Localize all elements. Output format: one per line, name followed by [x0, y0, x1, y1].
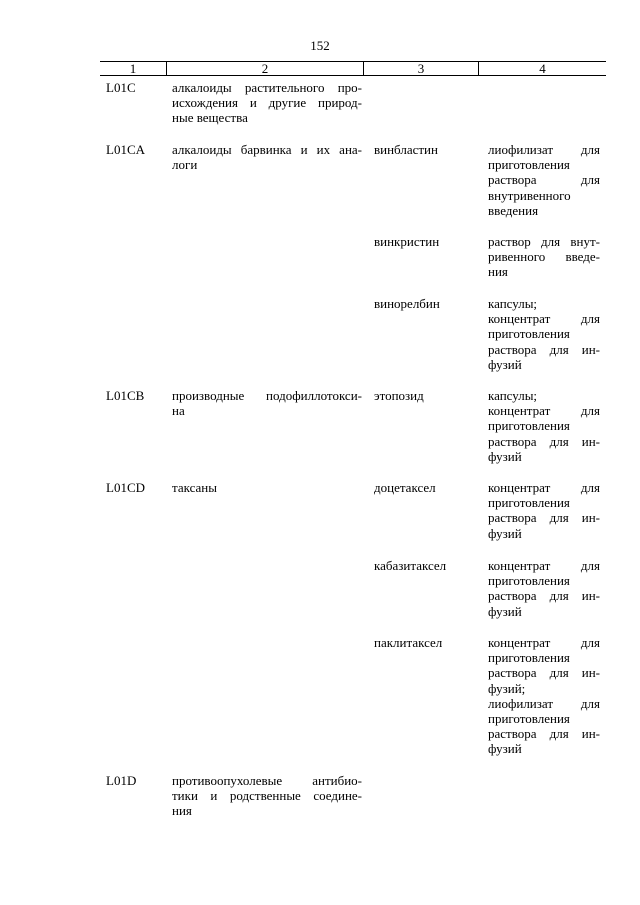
dosage-form-line: лиофилизат для — [488, 695, 600, 711]
drug-name: винорелбин — [374, 296, 440, 311]
dosage-form-line: концентрат для — [488, 635, 600, 650]
atc-group-name-line: ния — [172, 803, 192, 819]
dosage-form-line: приготовления — [488, 326, 570, 342]
atc-code: L01CA — [106, 142, 145, 157]
atc-group-name — [172, 480, 362, 495]
dosage-form-line: раствора для ин- — [488, 665, 600, 681]
atc-group-name — [172, 80, 362, 126]
dosage-form-line: ривенного введе- — [488, 249, 600, 265]
atc-group-name — [172, 388, 362, 418]
dosage-form — [488, 388, 600, 464]
dosage-form-line: раствора для ин- — [488, 341, 600, 357]
dosage-form-line: лиофилизат для — [488, 142, 600, 157]
dosage-form-line: раствора для — [488, 172, 600, 188]
atc-code: L01CB — [106, 388, 145, 403]
drug-name: винкристин — [374, 234, 440, 249]
column-header-1: 1 — [100, 62, 167, 76]
dosage-form-line: фузий; — [488, 680, 526, 696]
atc-group-name-line: алкалоиды растительного про- — [172, 80, 362, 95]
column-header-2: 2 — [167, 62, 364, 76]
dosage-form-line: внутривенного — [488, 187, 571, 203]
dosage-form — [488, 635, 600, 757]
atc-group-name-line: ные вещества — [172, 110, 248, 126]
atc-group-name-line: исхождения и другие природ- — [172, 95, 362, 111]
column-header-row — [100, 61, 606, 76]
atc-group-name-line: логи — [172, 157, 198, 173]
dosage-form-line: раствора для ин- — [488, 726, 600, 742]
dosage-form — [488, 558, 600, 619]
column-header-3: 3 — [364, 62, 479, 76]
atc-group-name-line: производные подофиллотокси- — [172, 388, 362, 403]
dosage-form-line: фузий — [488, 603, 522, 619]
dosage-form-line: капсулы; — [488, 388, 538, 403]
dosage-form-line: концентрат для — [488, 480, 600, 495]
dosage-form-line: раствора для ин- — [488, 588, 600, 604]
atc-group-name-line: алкалоиды барвинка и их ана- — [172, 142, 362, 157]
dosage-form-line: введения — [488, 202, 539, 218]
drug-name: винбластин — [374, 142, 438, 157]
dosage-form-line: раствора для ин- — [488, 433, 600, 449]
dosage-form-line: фузий — [488, 525, 522, 541]
dosage-form — [488, 296, 600, 372]
drug-name: доцетаксел — [374, 480, 436, 495]
atc-group-name-line: противоопухолевые антибио- — [172, 773, 362, 788]
atc-code: L01D — [106, 773, 137, 788]
dosage-form-line: ния — [488, 264, 508, 280]
dosage-form-line: приготовления — [488, 418, 570, 434]
dosage-form — [488, 142, 600, 218]
dosage-form-line: фузий — [488, 448, 522, 464]
drug-name: этопозид — [374, 388, 424, 403]
dosage-form-line: раствора для ин- — [488, 510, 600, 526]
atc-code: L01CD — [106, 480, 145, 495]
dosage-form-line: концентрат для — [488, 403, 600, 419]
dosage-form-line: раствор для внут- — [488, 234, 600, 249]
dosage-form-line: концентрат для — [488, 558, 600, 573]
dosage-form-line: фузий — [488, 356, 522, 372]
dosage-form-line: концентрат для — [488, 311, 600, 327]
dosage-form — [488, 480, 600, 541]
atc-group-name — [172, 142, 362, 172]
dosage-form — [488, 234, 600, 280]
atc-group-name-line: тики и родственные соедине- — [172, 788, 362, 804]
page-number: 152 — [310, 38, 330, 53]
atc-code: L01C — [106, 80, 136, 95]
column-header-4: 4 — [479, 62, 607, 76]
dosage-form-line: приготовления — [488, 573, 570, 589]
drug-name: кабазитаксел — [374, 558, 447, 573]
dosage-form-line: приготовления — [488, 650, 570, 666]
atc-group-name-line: на — [172, 403, 185, 419]
dosage-form-line: капсулы; — [488, 296, 538, 311]
dosage-form-line: приготовления — [488, 157, 570, 173]
dosage-form-line: фузий — [488, 741, 522, 757]
dosage-form-line: приготовления — [488, 495, 570, 511]
atc-group-name-line: таксаны — [172, 480, 217, 495]
atc-group-name — [172, 773, 362, 819]
drug-name: паклитаксел — [374, 635, 443, 650]
dosage-form-line: приготовления — [488, 711, 570, 727]
